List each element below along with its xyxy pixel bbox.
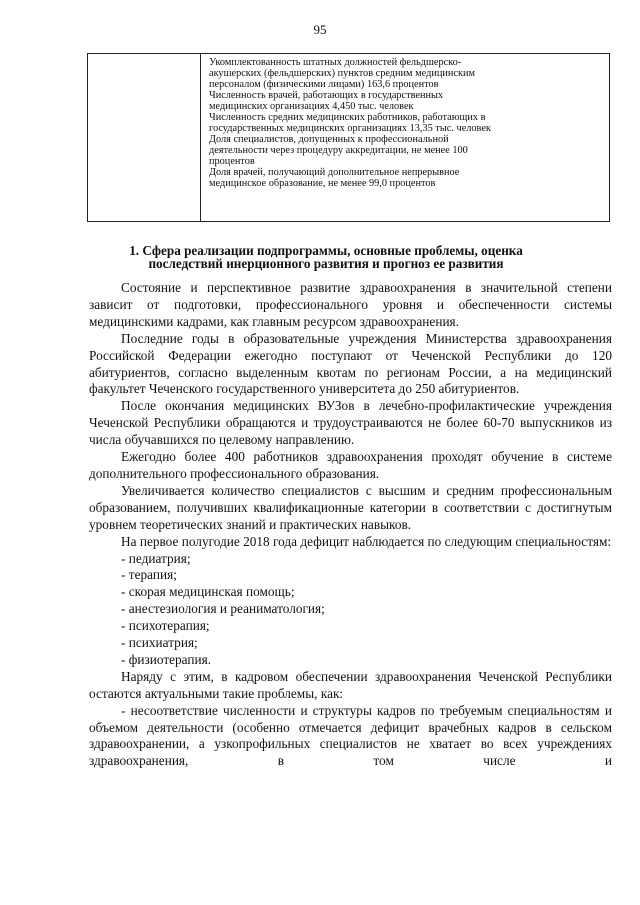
page-number: 95 (313, 22, 327, 37)
list-item: - физиотерапия. (121, 651, 212, 667)
table-cell-empty (88, 54, 201, 222)
table-line: Численность средних медицинских работников, работающих в (209, 112, 486, 123)
paragraph: Наряду с этим, в кадровом обеспечении здравоохранения Чеченской Республики остаются актуальными такие проблемы, как: (89, 668, 612, 701)
list-item: - психотерапия; (121, 618, 210, 634)
table-line: государственных медицинских организациях 13,35 тыс. человек (209, 123, 491, 134)
table-line: Доля специалистов, допущенных к профессиональной (209, 134, 449, 145)
list-item: - психиатрия; (121, 635, 198, 651)
paragraph: На первое полугодие 2018 года дефицит наблюдается по следующим специальностям: (121, 533, 612, 549)
paragraph: Состояние и перспективное развитие здравоохранения в значительной степени зависит от подготовки, профессионального уровня и обеспеченности системы медицинскими кадрами, как главным ресурсом здравоохранения. (89, 280, 612, 329)
table-line: персоналом (физическими лицами) 163,6 процентов (209, 79, 439, 90)
table-cell-indicators (201, 54, 610, 222)
table-line: медицинских организациях 4,450 тыс. человек (209, 101, 414, 112)
section-title (100, 244, 552, 270)
paragraph: После окончания медицинских ВУЗов в лечебно-профилактические учреждения Чеченской Республики обращаются и трудоустраиваются не более 60-70 выпускников из числа обучавшихся по целевому направлению. (89, 398, 612, 448)
table-line: Укомплектованность штатных должностей фельдшерско- (209, 57, 462, 68)
table-line: процентов (209, 156, 255, 167)
paragraph: Ежегодно более 400 работников здравоохранения проходят обучение в системе дополнительного профессионального образования. (89, 449, 612, 481)
section-title-line: последствий инерционного развития и прогноз ее развития (148, 256, 504, 271)
targets-table (87, 53, 610, 222)
specialty-list (89, 551, 612, 669)
paragraph: Последние годы в образовательные учреждения Министерства здравоохранения Российской Федерации ежегодно поступают от Чеченской Республики до 120 абитуриентов, согласно выделенным квотам по регионам России, а на медицинский факультет Чеченского государственного университета до 250 абитуриентов. (89, 330, 612, 397)
section-title-line: 1. Сфера реализации подпрограммы, основные проблемы, оценка (129, 243, 523, 258)
paragraph: - несоответствие численности и структуры кадров по требуемым специальностям и объемом деятельности (особенно отмечается дефицит врачебных кадров в сельском здравоохранении, а узкопрофильных специалистов не хватает во всех учреждениях здравоохранения, в том числе и (89, 702, 612, 769)
list-item: - педиатрия; (121, 550, 191, 566)
paragraph: Увеличивается количество специалистов с высшим и средним профессиональным образованием, получивших квалификационные категории в соответствии с достигнутым уровнем теоретических знаний и практических навыков. (89, 482, 612, 532)
table-line: Численность врачей, работающих в государственных (209, 90, 444, 101)
table-line: акушерских (фельдшерских) пунктов средним медицинским (209, 68, 475, 79)
table-line: деятельности через процедуру аккредитации, не менее 100 (209, 145, 468, 156)
table-row (88, 54, 610, 222)
list-item: - терапия; (121, 567, 177, 583)
list-item: - анестезиология и реаниматология; (121, 601, 325, 617)
body-text (89, 280, 612, 770)
list-item: - скорая медицинская помощь; (121, 584, 295, 600)
table-line: медицинское образование, не менее 99,0 процентов (209, 178, 436, 189)
table-line: Доля врачей, получающий дополнительное непрерывное (209, 167, 460, 178)
